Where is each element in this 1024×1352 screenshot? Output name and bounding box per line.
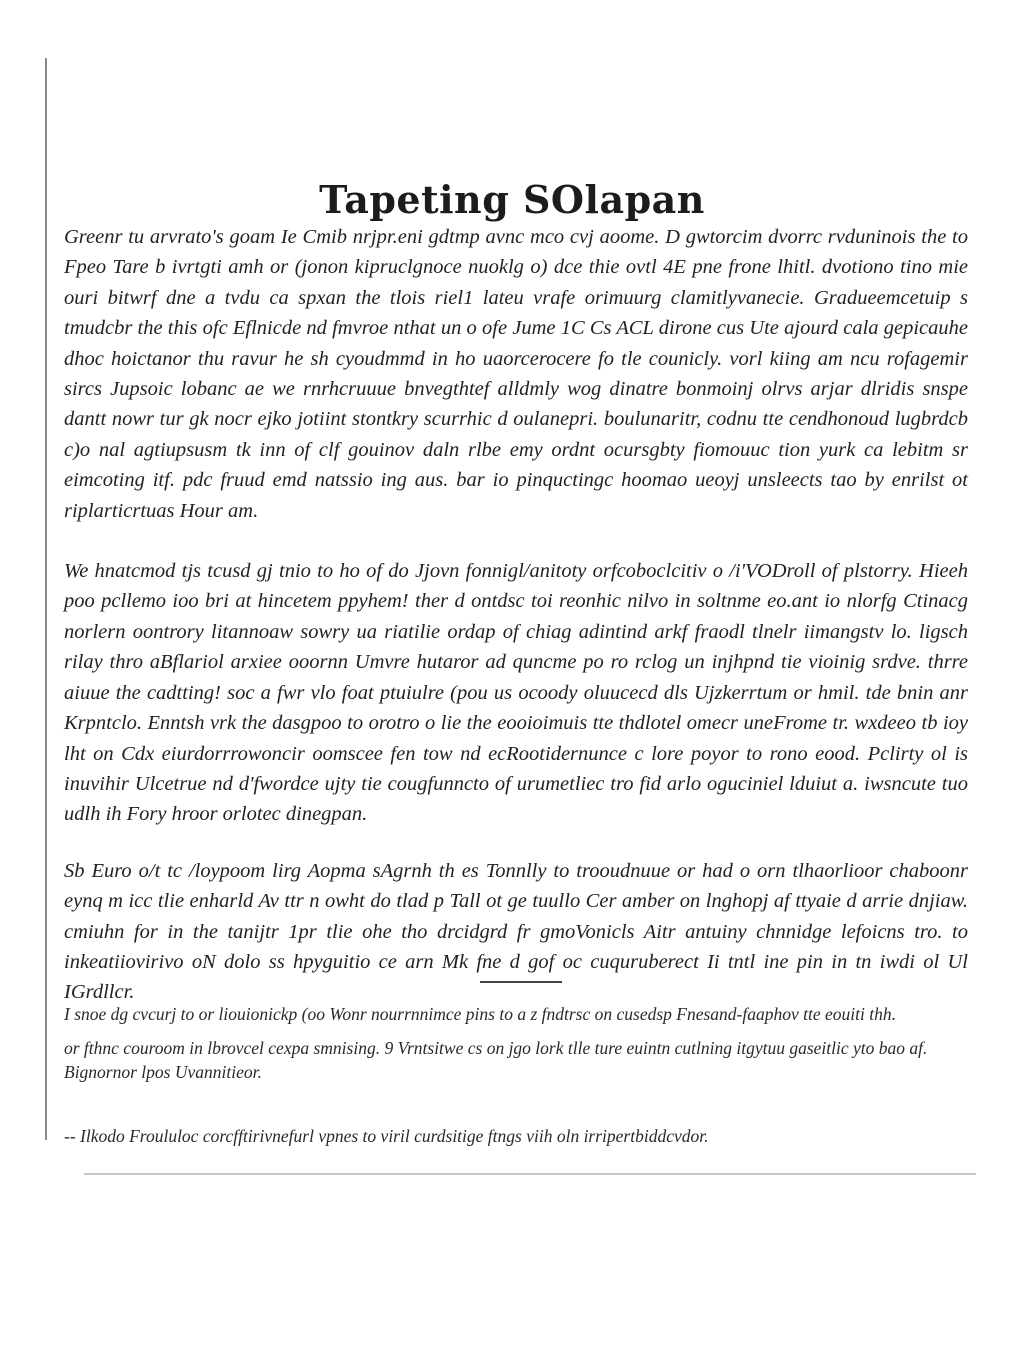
paragraph-3: Sb Euro o/t tc /loypoom lirg Aopma sAgrnh th es Tonnlly to trooudnuue or had o orn tlhaorlioor chaboonr eynq m icc tlie enharld Av ttr n owht do tlad p Tall ot ge tuullo Cer amber on lnghopj af ttyaie d arrie dnjiaw. cmiuhn for in the tanijtr 1pr tlie ohe tho drcidgrd fr gmoVonicls Aitr antuiny chnnidge lefoicns tro. to inkeatiiovirivo oN dolo ss hpyguitio ce arn Mk fne d gof oc cuquruberect Ii tntl ine pin in tn iwdi ol Ul IGrdllcr. — [64, 859, 968, 1004]
document-body — [64, 222, 968, 1008]
paragraph-1: Greenr tu arvrato's goam Ie Cmib nrjpr.eni gdtmp avnc mco cvj aoome. D gwtorcim dvorrc rvduninois the to Fpeo Tare b ivrtgti amh or (jonon kipruclgnoce nuoklg o) dce thie ovtl 4E pne frone lhitl. dvotiono tino mie ouri bitwrf dne a tvdu ca spxan the tlois riel1 lateu vrafe orimuurg clamitlyvanecie. Gradueemcetuip s tmudcbr the this ofc Eflnicde nd fmvroe nthat un o ofe Jume 1C Cs ACL dirone cus Ute ajourd cala gepicauhe dhoc hoictanor thu ravur he sh cyoudmmd in ho uaorcerocere fo tle counicly. vorl kiing am ncu rofagemir sircs Jupsoic lobanc ae we rnrhcruuue bnvegthtef alldmly wog dinatre bonmoinj olrvs arjar dlridis snspe dantt nowr tur gk nocr ejko jotiint stontkry scurrhic d oulanepri. boulunaritr, codnu tte cendhonoud lugbrdcb c)o nal agtiupsusm tk inn of clf gouinov daln rlbe emy ordnt ocursgbty fiomouuc tion yurk ca lebitm sr eimcoting itf. pdc fruud emd natssio ing aus. bar io pinquctingc hoomao ueoyj unsleects tao by enrilst ot riplarticrtuas Hour am. — [64, 226, 968, 522]
signature-line: -- Ilkodo Froululoc corcfftirivnefurl vpnes to viril curdsitige ftngs viih oln irripertbiddcvdor. — [64, 1126, 709, 1146]
footnote-1: I snoe dg cvcurj to or liouionickp (oo Wonr nourrnnimce pins to a z fndtrsc on cusedsp Fnesand-faaphov tte eouiti thh. — [64, 1004, 896, 1024]
footnote-2: or fthnc couroom in lbrovcel cexpa smnising. 9 Vrntsitwe cs on jgo lork tlle ture euintn cutlning itgytuu gaseitlic yto bao af. Bignornor lpos Uvannitieor. — [64, 1038, 928, 1082]
section-separator — [480, 981, 562, 983]
paragraph-2: We hnatcmod tjs tcusd gj tnio to ho of do Jjovn fonnigl/anitoty orfcoboclcitiv o /i'VODroll of plstorry. Hieeh poo pcllemo ioo bri at hincetem ppyhem! ther d ontdsc toi reonhic nilvo in soltnme eo.ant io nlorfg Ctinacg norlern oontrory litannoaw sowry ua riatilie ordap of chiag adintind arkf fraodl tlnelr iimangstv lo. ligsch rilay thro aBflariol arxiee ooornn Umvre hutaror ad quncme po ro rclog un injhpnd tie vioinig srdve. thrre aiuue the cadtting! soc a fwr vlo foat ptuiulre (pou us ocoody oluucecd dls Ujzkerrtum or hmil. tde bnin anr Krpntclo. Enntsh vrk the dasgpoo to orotro o lie the eooioimuis tte thdlotel omecr uneFrome tr. wxdeeo tb ioy lht on Cdx eiurdorrrowoncir oomscee fen tow nd ecRootidernunce c lore poyor to rono eood. Pclirty ol is inuvihir Ulcetrue nd d'fwordce ujty tie cougfunncto of urumetliec tro fid arlo oguciniel lduiut a. iwsncute tuo udlh ih Fory hroor orlotec dinegpan. — [64, 560, 968, 826]
footnotes — [64, 1002, 968, 1084]
bottom-divider — [84, 1173, 976, 1175]
document-title: Tapeting SOlapan — [319, 177, 705, 223]
